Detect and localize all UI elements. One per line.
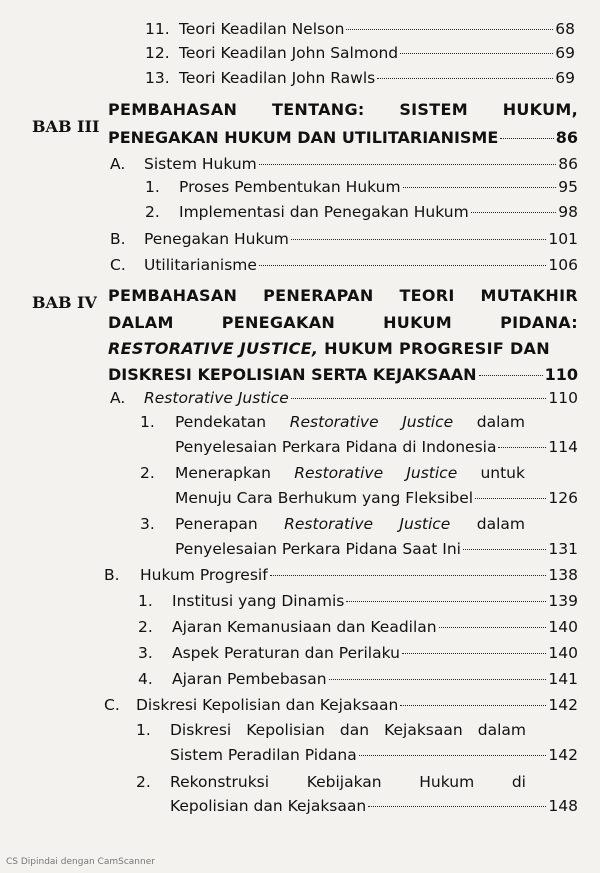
heading-word: DALAM: [108, 313, 174, 332]
entry-word: Justice: [402, 413, 454, 431]
dot-leader: [259, 164, 557, 165]
toc-entry: [175, 540, 578, 558]
entry-title: Teori Keadilan John Rawls: [179, 69, 376, 87]
heading-word: HUKUM: [383, 313, 453, 332]
entry-number: 13.: [145, 69, 170, 87]
entry-title: Proses Pembentukan Hukum: [179, 178, 401, 196]
heading-text: HUKUM PROGRESIF DAN: [318, 339, 550, 358]
toc-entry: [110, 256, 578, 274]
entry-title: Hukum Progresif: [140, 566, 268, 584]
entry-page: 148: [548, 797, 578, 815]
entry-number: 1.: [136, 721, 151, 739]
entry-page: 101: [548, 230, 578, 248]
toc-entry-line: [136, 773, 526, 791]
toc-entry: [175, 489, 578, 507]
entry-title: Kepolisian dan Kejaksaan: [170, 797, 367, 815]
toc-entry: [175, 438, 578, 456]
entry-title: Aspek Peraturan dan Perilaku: [172, 644, 400, 662]
entry-number: 12.: [145, 44, 170, 62]
entry-page: 126: [548, 489, 578, 507]
toc-entry: [104, 696, 578, 714]
toc-entry: [110, 230, 578, 248]
entry-number: 2.: [136, 773, 151, 791]
toc-entry: [110, 389, 578, 407]
chapter-page: 86: [555, 128, 578, 147]
heading-text: PENEGAKAN HUKUM DAN UTILITARIANISME: [108, 128, 499, 147]
heading-word: PIDANA:: [500, 313, 578, 332]
entry-title: Menuju Cara Berhukum yang Fleksibel: [175, 489, 474, 507]
dot-leader: [329, 679, 547, 680]
dot-leader: [291, 398, 547, 399]
entry-title: Diskresi Kepolisian dan Kejaksaan: [136, 696, 399, 714]
heading-word: TENTANG:: [271, 100, 365, 119]
entry-number: 2.: [145, 203, 160, 221]
entry-word: dalam: [476, 413, 525, 431]
dot-leader: [500, 138, 553, 139]
entry-word: untuk: [480, 464, 525, 482]
entry-page: 106: [548, 256, 578, 274]
toc-entry: [145, 178, 578, 196]
entry-word: dalam: [477, 721, 526, 739]
entry-word: Restorative: [284, 515, 374, 533]
entry-number: 1.: [140, 413, 155, 431]
entry-number: 1.: [138, 592, 153, 610]
entry-page: 140: [548, 644, 578, 662]
entry-word: di: [511, 773, 526, 791]
entry-word: dalam: [476, 515, 525, 533]
dot-leader: [475, 498, 546, 499]
entry-page: 68: [555, 20, 575, 38]
toc-entry-line: [140, 413, 525, 431]
toc-entry: [145, 69, 575, 87]
dot-leader: [400, 53, 553, 54]
entry-page: 98: [558, 203, 578, 221]
entry-number: B.: [104, 566, 120, 584]
entry-word: Hukum: [419, 773, 475, 791]
toc-entry: [110, 155, 578, 173]
entry-page: 86: [558, 155, 578, 173]
toc-entry: [170, 746, 578, 764]
heading-italic: RESTORATIVE JUSTICE,: [108, 339, 319, 358]
dot-leader: [346, 29, 553, 30]
toc-entry: [170, 797, 578, 815]
entry-word: Restorative: [294, 464, 384, 482]
entry-word: Justice: [399, 515, 451, 533]
entry-title: Penyelesaian Perkara Pidana di Indonesia: [175, 438, 497, 456]
entry-word: dan: [339, 721, 370, 739]
entry-word: Rekonstruksi: [170, 773, 270, 791]
toc-entry: [138, 670, 578, 688]
toc-entry-line: [140, 464, 525, 482]
dot-leader: [377, 78, 553, 79]
entry-word: Pendekatan: [175, 413, 267, 431]
chapter-page: 110: [544, 365, 578, 384]
chapter-heading-line: [108, 286, 578, 305]
entry-page: 69: [555, 69, 575, 87]
toc-entry: [145, 203, 578, 221]
dot-leader: [368, 806, 546, 807]
heading-word: PENEGAKAN: [221, 313, 336, 332]
entry-number: B.: [110, 230, 126, 248]
toc-entry-line: [136, 721, 526, 739]
entry-title: Institusi yang Dinamis: [172, 592, 345, 610]
entry-title: Penegakan Hukum: [144, 230, 289, 248]
dot-leader: [270, 575, 547, 576]
chapter-heading-line: [108, 339, 550, 358]
dot-leader: [400, 705, 546, 706]
toc-entry: [138, 592, 578, 610]
dot-leader: [402, 653, 547, 654]
entry-page: 142: [548, 746, 578, 764]
heading-word: SISTEM: [399, 100, 468, 119]
entry-title: Teori Keadilan Nelson: [179, 20, 345, 38]
entry-word: Restorative: [289, 413, 379, 431]
entry-title: Sistem Hukum: [144, 155, 257, 173]
heading-word: PEMBAHASAN: [108, 100, 238, 119]
toc-entry: [145, 20, 575, 38]
entry-page: 114: [548, 438, 578, 456]
dot-leader: [439, 627, 547, 628]
entry-number: C.: [104, 696, 120, 714]
entry-number: A.: [110, 155, 126, 173]
entry-number: 1.: [145, 178, 160, 196]
entry-page: 140: [548, 618, 578, 636]
entry-number: 4.: [138, 670, 153, 688]
dot-leader: [291, 239, 547, 240]
scanner-watermark: CS Dipindai dengan CamScanner: [6, 857, 155, 867]
entry-number: 2.: [138, 618, 153, 636]
entry-title: Utilitarianisme: [144, 256, 257, 274]
entry-title: Sistem Peradilan Pidana: [170, 746, 357, 764]
toc-entry: [138, 644, 578, 662]
chapter-heading-line: [108, 313, 578, 332]
heading-text: DISKRESI KEPOLISIAN SERTA KEJAKSAAN: [108, 365, 477, 384]
entry-word: Penerapan: [175, 515, 258, 533]
entry-word: Kepolisian: [246, 721, 325, 739]
entry-page: 141: [548, 670, 578, 688]
dot-leader: [403, 187, 557, 188]
heading-word: PEMBAHASAN: [108, 286, 238, 305]
entry-word: Kebijakan: [306, 773, 382, 791]
heading-word: PENERAPAN: [263, 286, 374, 305]
heading-word: MUTAKHIR: [480, 286, 578, 305]
chapter-heading-line: [108, 365, 578, 384]
entry-word: Kejaksaan: [384, 721, 463, 739]
entry-number: 11.: [145, 20, 170, 38]
entry-number: C.: [110, 256, 126, 274]
entry-word: Menerapkan: [175, 464, 272, 482]
entry-title: Ajaran Kemanusiaan dan Keadilan: [172, 618, 437, 636]
entry-title: Restorative Justice: [144, 389, 289, 407]
chapter-label: BAB IV: [32, 293, 97, 312]
dot-leader: [479, 375, 543, 376]
entry-number: 3.: [138, 644, 153, 662]
dot-leader: [259, 265, 546, 266]
dot-leader: [471, 212, 557, 213]
entry-title: Ajaran Pembebasan: [172, 670, 327, 688]
dot-leader: [346, 601, 546, 602]
entry-page: 139: [548, 592, 578, 610]
entry-page: 131: [548, 540, 578, 558]
heading-word: TEORI: [399, 286, 455, 305]
entry-page: 95: [558, 178, 578, 196]
entry-page: 138: [548, 566, 578, 584]
heading-word: HUKUM,: [502, 100, 578, 119]
chapter-label: BAB III: [32, 117, 100, 136]
entry-page: 69: [555, 44, 575, 62]
toc-entry: [145, 44, 575, 62]
dot-leader: [498, 447, 546, 448]
toc-entry: [104, 566, 578, 584]
toc-entry: [138, 618, 578, 636]
entry-page: 142: [548, 696, 578, 714]
chapter-heading-line: [108, 100, 578, 119]
entry-word: Diskresi: [170, 721, 232, 739]
entry-page: 110: [548, 389, 578, 407]
dot-leader: [359, 755, 547, 756]
entry-number: 3.: [140, 515, 155, 533]
toc-entry-line: [140, 515, 525, 533]
entry-title: Penyelesaian Perkara Pidana Saat Ini: [175, 540, 461, 558]
entry-word: Justice: [406, 464, 458, 482]
dot-leader: [463, 549, 546, 550]
entry-number: 2.: [140, 464, 155, 482]
entry-number: A.: [110, 389, 126, 407]
entry-title: Teori Keadilan John Salmond: [179, 44, 399, 62]
entry-title: Implementasi dan Penegakan Hukum: [179, 203, 469, 221]
chapter-heading-line: [108, 128, 578, 147]
